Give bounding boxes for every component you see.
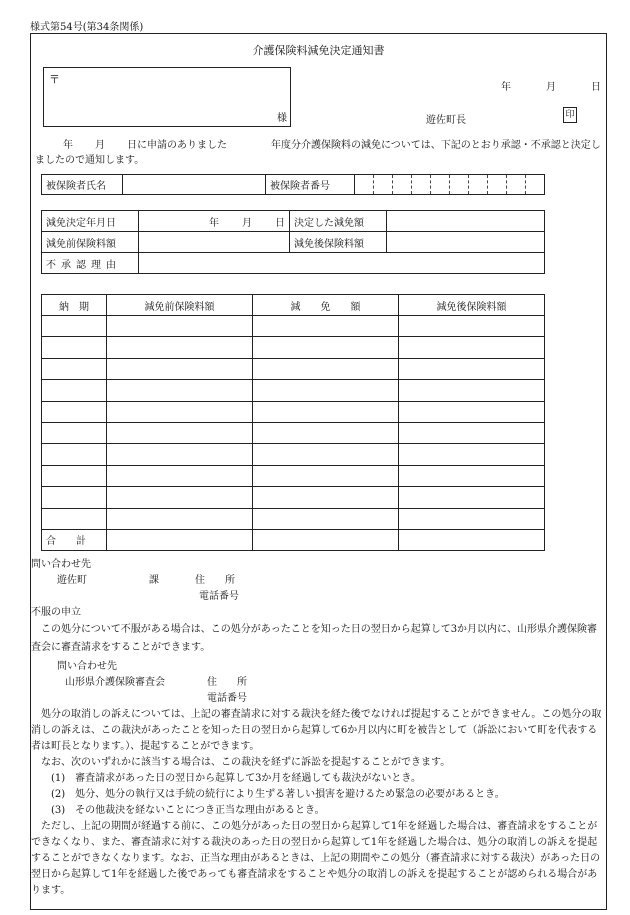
schedule-cell [42,401,107,422]
schedule-cell [399,508,545,529]
decided-amount-label: 決定した減免額 [290,211,387,232]
schedule-cell [399,358,545,379]
schedule-total-row [42,529,545,550]
appeal-title: 不服の申立 [31,607,81,618]
schedule-cell [253,337,399,358]
schedule-row [42,316,545,337]
inquiry-phone-label: 電話番号 [199,591,239,602]
schedule-cell [107,422,253,443]
before-premium-value [139,232,290,253]
schedule-cell [107,444,253,465]
insured-number-label: 被保険者番号 [266,175,355,195]
inquiry2-label: 問い合わせ先 [57,661,117,672]
document-title: 介護保険料減免決定通知書 [252,44,385,57]
schedule-row [42,465,545,486]
schedule-cell [253,508,399,529]
decision-table [41,210,545,274]
insured-name-label: 被保険者氏名 [42,175,123,195]
header-before-amount: 減免前保険料額 [107,295,253,316]
schedule-cell [107,465,253,486]
schedule-cell [253,358,399,379]
schedule-cell [42,422,107,443]
schedule-row [42,422,545,443]
intro-paragraph [35,138,602,168]
inquiry-label: 問い合わせ先 [31,559,91,570]
schedule-cell [42,316,107,337]
schedule-cell [253,380,399,401]
lawsuit-text: 処分の取消しの訴えについては、上記の審査請求に対する裁決を経た後でなければ提起することができません。この処分の取消しの訴えは、この裁決があったことを知った日の翌日から起算して6か月以内に町を被告として（訴訟において町を代表する者は町長となります。）、提起することができます。 [31,709,602,752]
schedule-row [42,444,545,465]
insured-table [41,174,545,195]
schedule-row [42,508,545,529]
intro-month: 月 [95,140,105,151]
notes-section [31,557,608,899]
schedule-cell [42,508,107,529]
schedule-cell [253,487,399,508]
notice-form [30,33,607,910]
schedule-row [42,358,545,379]
schedule-cell [399,487,545,508]
schedule-cell [399,465,545,486]
division-label: 課 [149,575,159,586]
schedule-cell [399,337,545,358]
schedule-cell [107,358,253,379]
schedule-cell [107,487,253,508]
committee-phone-label: 電話番号 [207,693,247,704]
intro-day-text: 日に申請のありました [127,140,227,151]
decision-day: 日 [275,217,285,229]
schedule-cell [42,358,107,379]
schedule-cell [399,316,545,337]
proviso-text: ただし、上記の期間が経過する前に、この処分があった日の翌日から起算して1年を経過した場合は、審査請求をすることができなくなり、また、審査請求に対する裁決のあった日の翌日から起算して1年を経過した場合は、処分の取消しの訴えを提起することができなくなります。なお、正当な理由があるときは、上記の期間やこの処分（審査請求に対する裁決）があった日の翌日から起算して1年を経過した後であっても審査請求をすることや処分の取消しの訴えを提起することが認められる場合があります。 [31,821,601,896]
committee-name: 山形県介護保険審査会 [65,677,165,688]
after-premium-label: 減免後保険料額 [290,232,387,253]
insured-number-value [355,175,545,195]
issue-day-label: 日 [591,82,601,93]
header-reduction-amount: 減 免 額 [253,295,399,316]
insured-name-value [123,175,266,195]
schedule-cell [253,444,399,465]
seal-mark: 印 [563,107,577,123]
schedule-cell [253,401,399,422]
total-cell [253,529,399,550]
issuer-name: 遊佐町長 [426,115,466,126]
appeal-text: この処分について不服がある場合は、この処分があったことを知った日の翌日から起算して3か月以内に、山形県介護保険審査会に審査請求をすることができます。 [31,624,598,653]
case-1: (1) 審査請求があった日の翌日から起算して3か月を経過しても裁決がないとき。 [51,773,422,784]
schedule-cell [107,380,253,401]
schedule-cell [107,337,253,358]
case-2: (2) 処分、処分の執行又は手続の続行により生ずる著しい損害を避けるため緊急の必要があるとき。 [51,789,505,800]
issue-year-label: 年 [501,82,511,93]
recipient-address-box [43,67,291,127]
town-name: 遊佐町 [57,575,87,586]
inquiry-address-label: 住 所 [195,575,235,586]
total-cell [399,529,545,550]
payment-schedule-table [41,294,545,551]
schedule-cell [42,380,107,401]
schedule-cell [42,444,107,465]
schedule-cell [399,422,545,443]
schedule-cell [42,337,107,358]
postal-mark: 〒 [49,73,60,86]
decision-date-label: 減免決定年月日 [42,211,139,232]
schedule-cell [253,422,399,443]
schedule-cell [399,401,545,422]
lawsuit-exception-text: なお、次のいずれかに該当する場合は、この裁決を経ずに訴訟を提起することができます。 [41,757,451,768]
rejection-reason-value [139,253,545,274]
total-label: 合 計 [42,529,107,550]
form-number-label: 様式第54号(第34条関係) [30,22,144,33]
header-due-period: 納 期 [42,295,107,316]
schedule-cell [253,465,399,486]
schedule-cell [253,316,399,337]
issue-month-label: 月 [546,82,556,93]
schedule-cell [107,401,253,422]
schedule-cell [107,508,253,529]
case-3: (3) その他裁決を経ないことにつき正当な理由があるとき。 [51,805,325,816]
inquiry-town-line [31,573,608,589]
issue-date [501,78,601,93]
committee-address-label: 住 所 [207,677,247,688]
schedule-row [42,401,545,422]
schedule-cell [42,487,107,508]
intro-year: 年 [63,140,73,151]
schedule-cell [399,444,545,465]
schedule-row [42,487,545,508]
decided-amount-value [387,211,545,232]
committee-line [31,675,608,691]
decision-month: 月 [242,217,252,229]
before-premium-label: 減免前保険料額 [42,232,139,253]
intro-body: 年度分介護保険料の減免については、下記のとおり承認・不承認と決定しましたので通知します。 [35,140,601,166]
decision-year: 年 [209,217,219,229]
after-premium-value [387,232,545,253]
schedule-cell [399,380,545,401]
schedule-cell [107,316,253,337]
total-cell [107,529,253,550]
decision-date-value [139,211,290,232]
schedule-row [42,337,545,358]
header-after-amount: 減免後保険料額 [399,295,545,316]
schedule-row [42,380,545,401]
schedule-cell [42,465,107,486]
rejection-reason-label: 不承認理由 [42,253,139,274]
honorific-label: 様 [277,113,287,124]
